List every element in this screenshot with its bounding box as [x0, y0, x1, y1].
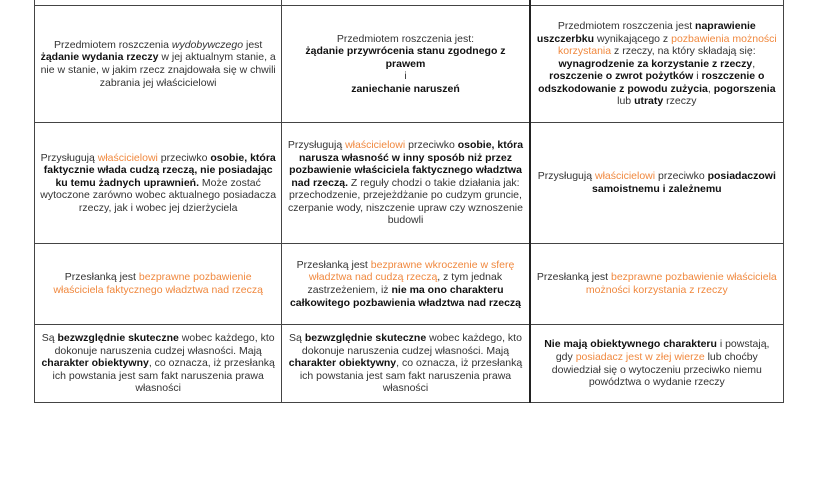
cell-text-segment: bezprawne pozbawienie właściciela faktycznego władztwa nad rzeczą — [53, 271, 263, 296]
table-row — [35, 325, 784, 403]
cell-text-segment: właścicielowi — [594, 170, 656, 183]
cell-text-segment: Przesłanką jest — [64, 271, 139, 284]
cell-text-segment: posiadacz jest w złej wierze — [575, 350, 705, 363]
cell-text-segment: bezwzględnie skuteczne — [57, 332, 179, 345]
cell-text-segment: Może zostać wytoczone zarówno wobec aktualnego posiadacza rzeczy, jak i wobec jej dzierżyciela — [40, 176, 277, 214]
cell-text-segment: posiadaczowi samoistnemu i zależnemu — [592, 170, 776, 195]
cell-text-segment: Przedmiotem roszczenia — [53, 38, 172, 51]
cell-text-segment: właścicielowi — [345, 138, 406, 151]
cell-text-segment: pozbawienia możności korzystania — [558, 32, 777, 58]
cell-text-segment: naprawienie uszczerbku — [536, 19, 756, 45]
cell-text-segment: Są — [289, 332, 305, 345]
table-cell — [282, 123, 530, 244]
cell-text-segment: żądanie wydania rzeczy — [40, 51, 159, 64]
cell-text-segment: jest — [243, 38, 263, 51]
cell-text-segment: , — [707, 82, 714, 95]
cell-text-segment: , — [752, 57, 756, 70]
table-cell — [282, 6, 530, 123]
cell-text-segment: osobie, która narusza własność w inny sposób niż przez pozbawienie właściciela faktycznego władztwa nad rzeczą. — [289, 138, 524, 189]
cell-text-segment: charakter obiektywny — [288, 357, 397, 370]
cell-text-segment: Przesłanką jest — [536, 271, 611, 284]
cell-text-segment: wobec każdego, kto dokonuje naruszenia cudzej własności. Mają — [301, 332, 522, 357]
table-cell — [530, 244, 784, 325]
table-cell — [282, 325, 530, 403]
cell-text-segment: bezprawne wkroczenie w sferę władztwa nad cudzą rzeczą — [308, 258, 515, 284]
cell-text-segment: z rzeczy, na który składają się: — [611, 45, 756, 58]
cell-text-segment: wobec każdego, kto dokonuje naruszenia cudzej własności. Mają — [54, 332, 275, 357]
cell-text-segment: żądanie przywrócenia stanu zgodnego z prawem — [305, 45, 506, 70]
cell-text-segment: Przedmiotem roszczenia jest — [557, 19, 696, 32]
cell-text-segment: roszczenie o odszkodowanie z powodu zużycia — [538, 70, 765, 95]
table-cell — [282, 244, 530, 325]
table-cell — [530, 6, 784, 123]
cell-text-segment: wynikającego z — [594, 32, 672, 45]
cell-text-segment: rzeczy — [663, 95, 697, 108]
table-row — [35, 244, 784, 325]
cell-text-segment: , z tym jednak zastrzeżeniem, iż — [307, 271, 503, 296]
cell-text-segment: Przysługują — [537, 170, 595, 183]
cell-text-segment: wydobywczego — [171, 38, 244, 51]
table-cell — [530, 123, 784, 244]
cell-text-segment: pogorszenia — [713, 82, 776, 95]
cell-text-segment: i — [693, 70, 702, 83]
cell-text-segment: Przysługują — [40, 151, 98, 164]
table-cell — [35, 244, 282, 325]
cell-text-segment: właścicielowi — [97, 151, 158, 164]
cell-text-segment: osobie, która faktycznie włada cudzą rzeczą, nie posiadając ku temu żadnych uprawnień. — [43, 151, 276, 189]
table-cell — [35, 325, 282, 403]
cell-text-segment: Z reguły chodzi o takie działania jak: przechodzenie, przejeżdżanie po cudzym gruncie, czerpanie wody, niszczenie upraw czy wznoszenie budowli — [287, 176, 523, 227]
cell-text-segment: Są — [41, 332, 58, 345]
cell-text-segment: Nie mają obiektywnego charakteru — [544, 338, 717, 351]
cell-text-segment: zaniechanie naruszeń — [351, 82, 460, 95]
cell-text-segment: Przesłanką jest — [296, 258, 371, 271]
table-cell — [35, 123, 282, 244]
table-row — [35, 6, 784, 123]
cell-text-segment: , co oznacza, iż przesłanką ich powstania jest sam fakt naruszenia prawa własności — [52, 357, 275, 395]
cell-text-segment: i powstają, gdy — [555, 338, 770, 363]
cell-text-segment: bezwzględnie skuteczne — [304, 332, 427, 345]
table-cell — [35, 6, 282, 123]
cell-text-segment: lub — [617, 95, 635, 108]
cell-text-segment: utraty — [634, 95, 664, 108]
cell-text-segment: Przedmiotem roszczenia jest: — [336, 32, 475, 45]
cell-text-segment: wynagrodzenie za korzystanie z rzeczy — [558, 57, 753, 70]
cell-text-segment: przeciwko — [655, 170, 708, 183]
cell-text-segment: w jej aktualnym stanie, a nie w stanie, w jakim rzecz znajdowała się w chwili zabrania jej właścicielowi — [40, 51, 276, 89]
table-cell — [530, 325, 784, 403]
cell-text-segment: , co oznacza, iż przesłanką ich powstania jest sam fakt naruszenia prawa własności — [299, 357, 523, 395]
cell-text-segment: przeciwko — [405, 138, 458, 151]
cell-text-segment: Przysługują — [287, 138, 346, 151]
cell-text-segment: i — [404, 70, 407, 83]
comparison-table — [34, 0, 784, 403]
cell-text-segment: bezprawne pozbawienie właściciela możności korzystania z rzeczy — [585, 271, 777, 296]
cell-text-segment: nie ma ono charakteru całkowitego pozbawienia władztwa nad rzeczą — [289, 284, 522, 309]
cell-text-segment: lub choćby dowiedział się o wytoczeniu przeciwko niemu powództwa o wydanie rzeczy — [551, 350, 762, 389]
cell-text-segment: przeciwko — [157, 151, 211, 164]
cell-text-segment: charakter obiektywny — [41, 357, 149, 370]
cell-text-segment: roszczenie o zwrot pożytków — [549, 70, 694, 83]
table-row — [35, 123, 784, 244]
